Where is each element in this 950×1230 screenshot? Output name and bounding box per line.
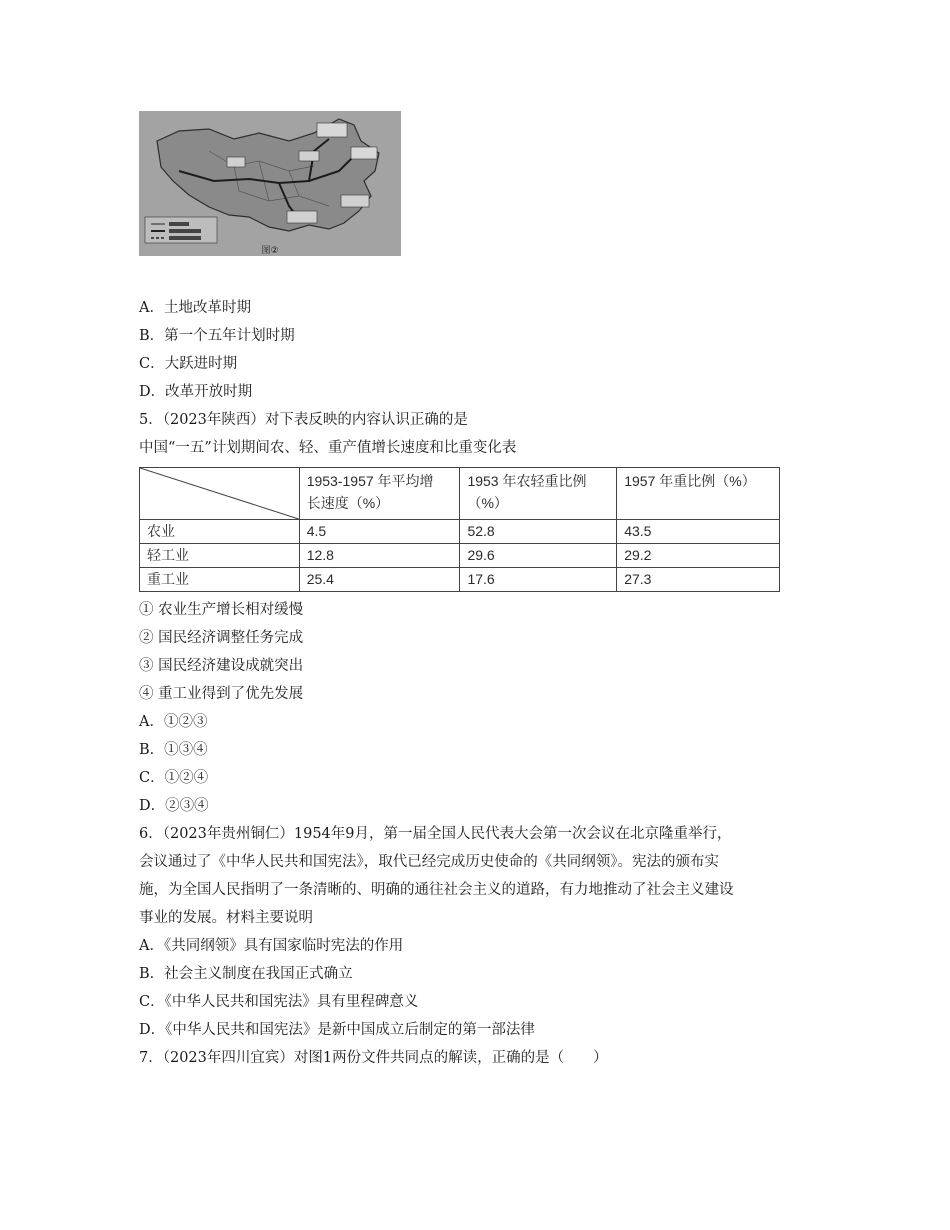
q5-table-title: 中国“一五”计划期间农、轻、重产值增长速度和比重变化表 [139, 440, 517, 456]
table-header-row [140, 468, 780, 520]
q4-option-b: B．第一个五年计划时期 [139, 328, 295, 344]
table-cell: 29.2 [617, 544, 780, 568]
table-cell: 重工业 [140, 568, 300, 592]
table-header-cell: 1953-1957 年平均增 长速度（%） [299, 468, 460, 520]
q4-option-a: A．土地改革时期 [139, 300, 251, 316]
table-cell: 轻工业 [140, 544, 300, 568]
q6-option-b: B．社会主义制度在我国正式确立 [139, 966, 353, 982]
table-row [140, 544, 780, 568]
table-cell: 43.5 [617, 520, 780, 544]
table-corner-cell [140, 468, 300, 520]
q5-stem: 5．（2023年陕西）对下表反映的内容认识正确的是 [139, 412, 468, 428]
table-cell: 17.6 [460, 568, 617, 592]
q5-statement-1: ① 农业生产增长相对缓慢 [139, 602, 304, 618]
q4-option-d: D．改革开放时期 [139, 384, 253, 400]
q5-statement-3: ③ 国民经济建设成就突出 [139, 658, 304, 674]
q6-option-d: D．《中华人民共和国宪法》是新中国成立后制定的第一部法律 [139, 1022, 535, 1038]
q5-statement-2: ② 国民经济调整任务完成 [139, 630, 304, 646]
q5-option-c: C．①②④ [139, 770, 209, 786]
q6-option-a: A．《共同纲领》具有国家临时宪法的作用 [139, 938, 404, 954]
q6-stem-line: 6．（2023年贵州铜仁）1954年9月，第一届全国人民代表大会第一次会议在北京隆重举行， [139, 826, 732, 842]
map-image [139, 111, 401, 256]
q6-option-c: C．《中华人民共和国宪法》具有里程碑意义 [139, 994, 419, 1010]
q4-option-c: C．大跃进时期 [139, 356, 238, 372]
q6-stem-line: 会议通过了《中华人民共和国宪法》，取代已经完成历史使命的《共同纲领》。宪法的颁布实 [139, 854, 719, 870]
table-cell: 52.8 [460, 520, 617, 544]
diagonal-line [140, 468, 299, 519]
table-cell: 4.5 [299, 520, 460, 544]
china-map-figure [139, 111, 401, 256]
table-header-cell: 1957 年重比例（%） [617, 468, 780, 520]
q7-stem: 7．（2023年四川宜宾）对图1两份文件共同点的解读，正确的是（ ） [139, 1050, 608, 1066]
table-cell: 25.4 [299, 568, 460, 592]
q5-option-b: B．①③④ [139, 742, 208, 758]
table-header-cell: 1953 年农轻重比例 （%） [460, 468, 617, 520]
q6-stem-line: 施，为全国人民指明了一条清晰的、明确的通往社会主义的道路，有力地推动了社会主义建设 [139, 882, 734, 898]
q5-option-a: A．①②③ [139, 714, 208, 730]
table-cell: 27.3 [617, 568, 780, 592]
table-row [140, 568, 780, 592]
q6-stem-line: 事业的发展。材料主要说明 [139, 910, 313, 926]
table-cell: 12.8 [299, 544, 460, 568]
map-caption: 图② [261, 246, 279, 256]
table-cell: 29.6 [460, 544, 617, 568]
table-row [140, 520, 780, 544]
q5-statement-4: ④ 重工业得到了优先发展 [139, 686, 304, 702]
q5-option-d: D．②③④ [139, 798, 209, 814]
table-cell: 农业 [140, 520, 300, 544]
q5-data-table [139, 467, 780, 592]
